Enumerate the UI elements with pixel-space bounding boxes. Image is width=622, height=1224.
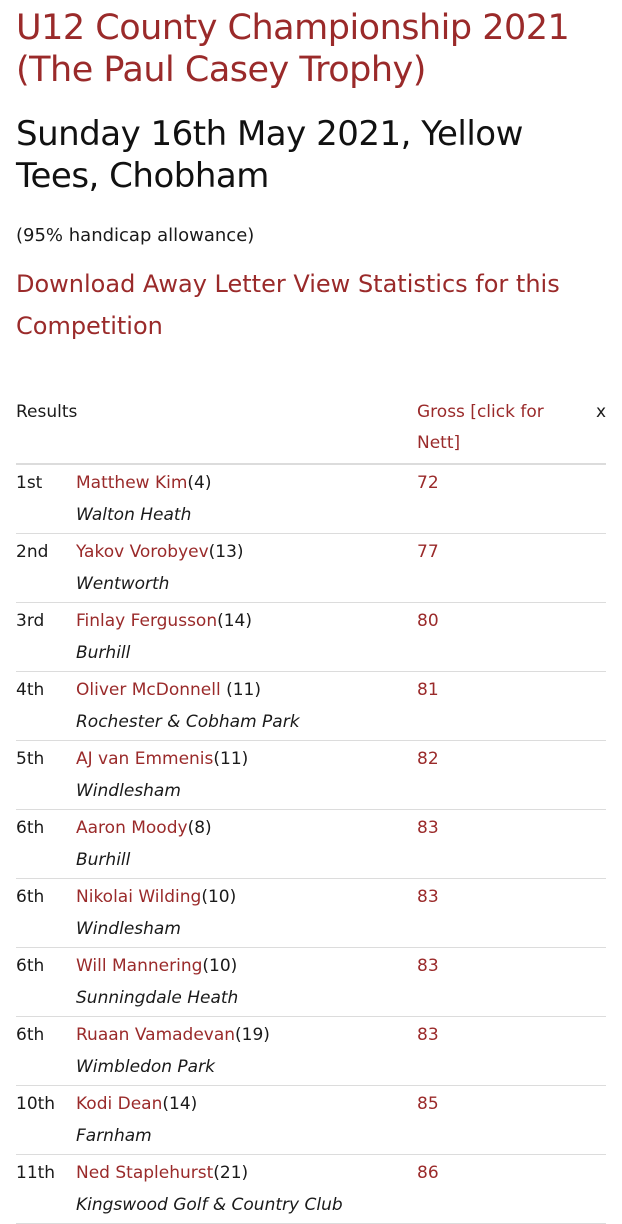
result-row — [16, 603, 606, 672]
row-spacer-cell — [592, 948, 606, 1017]
position-cell: 3rd — [16, 603, 76, 672]
player-handicap: (13) — [208, 542, 244, 562]
player-club: Rochester & Cobham Park — [76, 712, 300, 732]
player-cell — [76, 1017, 417, 1086]
gross-score-link[interactable]: 83 — [417, 818, 439, 838]
row-spacer-cell — [592, 1017, 606, 1086]
gross-header — [417, 393, 592, 464]
result-row — [16, 879, 606, 948]
gross-score-cell — [417, 741, 592, 810]
result-row — [16, 1017, 606, 1086]
result-row — [16, 672, 606, 741]
position-cell: 6th — [16, 810, 76, 879]
player-club: Burhill — [76, 643, 131, 663]
player-handicap: (19) — [235, 1025, 270, 1045]
position-cell: 10th — [16, 1086, 76, 1155]
player-cell — [76, 948, 417, 1017]
gross-score-cell — [417, 948, 592, 1017]
player-club: Kingswood Golf & Country Club — [76, 1195, 343, 1215]
gross-score-link[interactable]: 86 — [417, 1163, 439, 1183]
gross-score-link[interactable]: 83 — [417, 956, 439, 976]
position-cell: 11th — [16, 1155, 76, 1224]
event-details: Sunday 16th May 2021, Yellow Tees, Chobham — [16, 114, 523, 196]
row-spacer-cell — [592, 810, 606, 879]
position-cell: 4th — [16, 672, 76, 741]
result-row — [16, 464, 606, 534]
row-spacer-cell — [592, 741, 606, 810]
gross-score-cell — [417, 534, 592, 603]
player-cell — [76, 603, 417, 672]
results-header-row — [16, 393, 606, 464]
player-club: Wimbledon Park — [76, 1057, 215, 1077]
position-cell: 1st — [16, 464, 76, 534]
gross-score-cell — [417, 672, 592, 741]
row-spacer-cell — [592, 534, 606, 603]
player-cell — [76, 1155, 417, 1224]
position-cell: 2nd — [16, 534, 76, 603]
player-name-link[interactable]: Kodi Dean — [76, 1094, 163, 1114]
result-row — [16, 1086, 606, 1155]
player-handicap: (8) — [187, 818, 212, 838]
row-spacer-cell — [592, 1155, 606, 1224]
player-name-link[interactable]: Aaron Moody — [76, 818, 188, 838]
gross-score-cell — [417, 1155, 592, 1224]
gross-nett-toggle-link[interactable]: Gross [click for Nett] — [417, 402, 544, 453]
row-spacer-cell — [592, 672, 606, 741]
page-content — [16, 0, 606, 347]
gross-score-link[interactable]: 72 — [417, 473, 439, 493]
results-table — [16, 393, 606, 1224]
close-column-header[interactable]: x — [592, 393, 606, 464]
player-handicap: (10) — [202, 956, 238, 976]
player-name-link[interactable]: Ned Staplehurst — [76, 1163, 214, 1183]
player-name-link[interactable]: Finlay Fergusson — [76, 611, 218, 631]
player-cell — [76, 741, 417, 810]
player-handicap: (4) — [187, 473, 212, 493]
row-spacer-cell — [592, 1086, 606, 1155]
result-row — [16, 948, 606, 1017]
row-spacer-cell — [592, 879, 606, 948]
player-name-link[interactable]: Will Mannering — [76, 956, 203, 976]
gross-score-link[interactable]: 83 — [417, 1025, 439, 1045]
player-handicap: (11) — [213, 749, 249, 769]
player-club: Windlesham — [76, 919, 181, 939]
player-cell — [76, 464, 417, 534]
player-club: Windlesham — [76, 781, 181, 801]
player-club: Farnham — [76, 1126, 152, 1146]
player-handicap: (14) — [217, 611, 253, 631]
player-club: Burhill — [76, 850, 131, 870]
player-name-link[interactable]: Ruaan Vamadevan — [76, 1025, 236, 1045]
player-name-link[interactable]: Oliver McDonnell — [76, 680, 221, 700]
gross-score-link[interactable]: 81 — [417, 680, 439, 700]
gross-score-cell — [417, 1017, 592, 1086]
player-name-link[interactable]: Yakov Vorobyev — [76, 542, 209, 562]
position-cell: 6th — [16, 948, 76, 1017]
gross-score-cell — [417, 603, 592, 672]
player-handicap: (11) — [220, 680, 262, 700]
gross-score-cell — [417, 464, 592, 534]
result-row — [16, 741, 606, 810]
player-club: Walton Heath — [76, 505, 192, 525]
competition-links — [16, 263, 606, 347]
gross-score-link[interactable]: 82 — [417, 749, 439, 769]
page-title: U12 County Championship 2021 (The Paul Casey Trophy) — [16, 8, 570, 90]
player-name-link[interactable]: Nikolai Wilding — [76, 887, 202, 907]
player-name-link[interactable]: Matthew Kim — [76, 473, 188, 493]
gross-score-link[interactable]: 83 — [417, 887, 439, 907]
position-cell: 6th — [16, 879, 76, 948]
player-name-link[interactable]: AJ van Emmenis — [76, 749, 214, 769]
gross-score-cell — [417, 810, 592, 879]
player-handicap: (10) — [201, 887, 237, 907]
player-cell — [76, 672, 417, 741]
gross-score-cell — [417, 879, 592, 948]
gross-score-cell — [417, 1086, 592, 1155]
row-spacer-cell — [592, 603, 606, 672]
result-row — [16, 534, 606, 603]
gross-score-link[interactable]: 80 — [417, 611, 439, 631]
view-statistics-link[interactable]: View Statistics for this Competition — [16, 270, 560, 340]
result-row — [16, 1155, 606, 1224]
player-club: Sunningdale Heath — [76, 988, 239, 1008]
player-handicap: (21) — [213, 1163, 249, 1183]
handicap-allowance: (95% handicap allowance) — [16, 225, 255, 246]
player-club: Wentworth — [76, 574, 170, 594]
player-handicap: (14) — [162, 1094, 198, 1114]
player-cell — [76, 1086, 417, 1155]
row-spacer-cell — [592, 464, 606, 534]
position-cell: 6th — [16, 1017, 76, 1086]
gross-score-link[interactable]: 85 — [417, 1094, 439, 1114]
player-cell — [76, 879, 417, 948]
gross-score-link[interactable]: 77 — [417, 542, 439, 562]
result-row — [16, 810, 606, 879]
player-cell — [76, 534, 417, 603]
player-cell — [76, 810, 417, 879]
results-header: Results — [16, 393, 417, 464]
results-body — [16, 464, 606, 1224]
download-away-letter-link[interactable]: Download Away Letter — [16, 270, 286, 298]
position-cell: 5th — [16, 741, 76, 810]
